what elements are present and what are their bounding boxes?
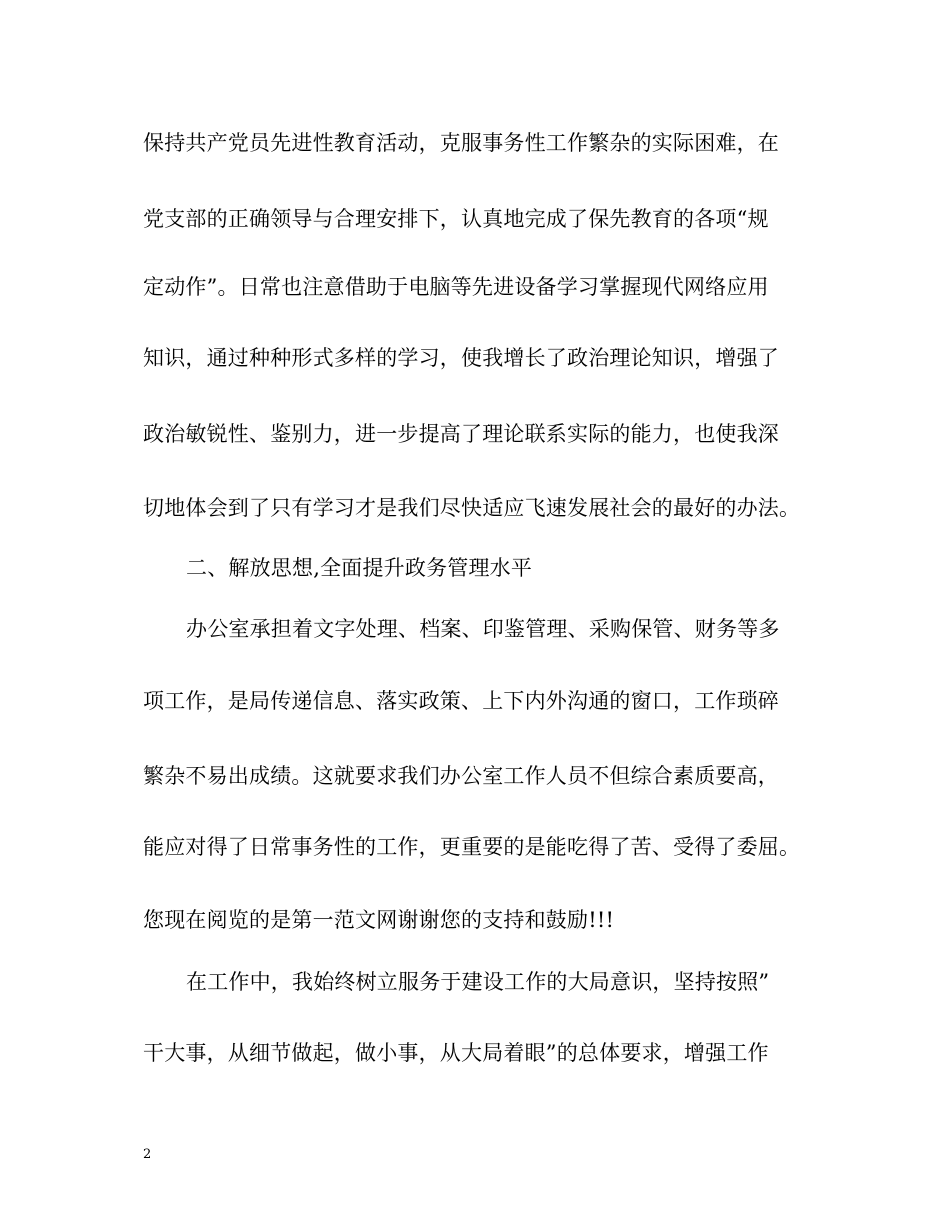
body-text-line: 繁杂不易出成绩。这就要求我们办公室工作人员不但综合素质要高， <box>143 764 779 788</box>
page-number: 2 <box>143 1147 152 1162</box>
body-text-line: 办公室承担着文字处理、档案、印鉴管理、采购保管、财务等多 <box>186 617 780 641</box>
body-text-line: 切地体会到了只有学习才是我们尽快适应飞速发展社会的最好的办法。 <box>143 496 801 520</box>
watermark-text-line: 您现在阅览的是第一范文网谢谢您的支持和鼓励!!! <box>143 908 615 932</box>
body-text-line: 党支部的正确领导与合理安排下，认真地完成了保先教育的各项“规 <box>143 207 769 231</box>
body-text-line: 保持共产党员先进性教育活动，克服事务性工作繁杂的实际困难，在 <box>143 131 779 155</box>
body-text-line: 干大事，从细节做起，做小事，从大局着眼”的总体要求，增强工作 <box>143 1041 769 1065</box>
body-text-line: 项工作，是局传递信息、落实政策、上下内外沟通的窗口，工作琐碎 <box>143 689 779 713</box>
body-text-line: 能应对得了日常事务性的工作，更重要的是能吃得了苦、受得了委屈。 <box>143 835 801 859</box>
body-text-line: 知识，通过种种形式多样的学习，使我增长了政治理论知识，增强了 <box>143 346 779 370</box>
body-text-line: 政治敏锐性、鉴别力，进一步提高了理论联系实际的能力，也使我深 <box>143 422 779 446</box>
body-text-line: 定动作”。日常也注意借助于电脑等先进设备学习掌握现代网络应用 <box>143 275 769 299</box>
section-heading: 二、解放思想,全面提升政务管理水平 <box>186 556 533 580</box>
body-text-line: 在工作中，我始终树立服务于建设工作的大局意识，坚持按照” <box>186 970 770 994</box>
